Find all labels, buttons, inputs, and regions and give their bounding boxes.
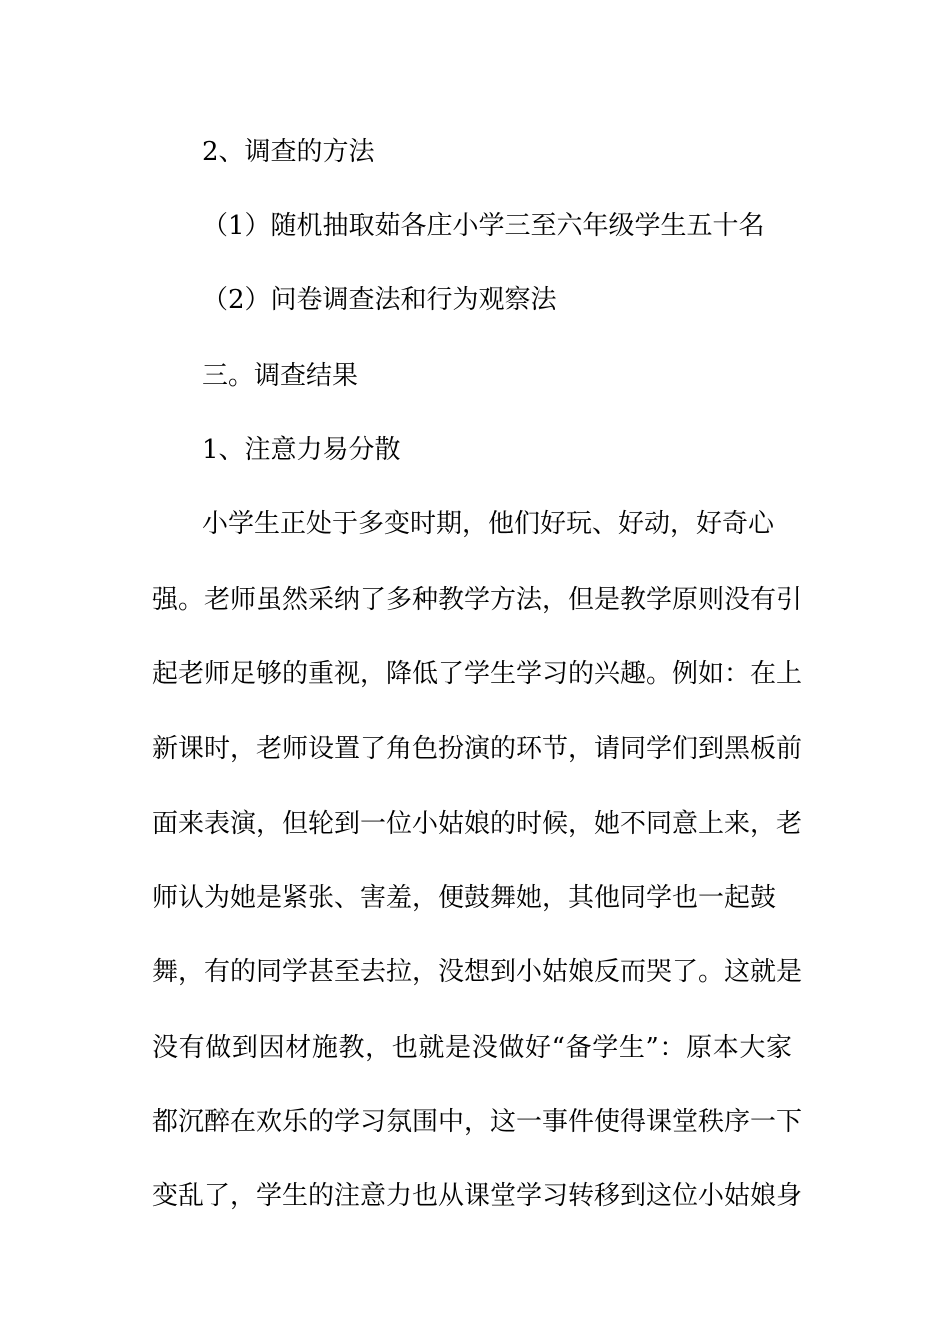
section-heading-methods: 2、调查的方法 xyxy=(202,137,375,167)
method-item-1: （1）随机抽取茹各庄小学三至六年级学生五十名 xyxy=(202,211,765,241)
paragraph-line: 小学生正处于多变时期，他们好玩、好动，好奇心 xyxy=(202,509,775,539)
paragraph-line: 师认为她是紧张、害羞，便鼓舞她，其他同学也一起鼓 xyxy=(152,883,777,913)
paragraph-line: 起老师足够的重视，降低了学生学习的兴趣。例如：在上 xyxy=(152,659,803,689)
paragraph-line: 新课时，老师设置了角色扮演的环节，请同学们到黑板前 xyxy=(152,734,803,764)
paragraph-line: 没有做到因材施教，也就是没做好“备学生”：原本大家 xyxy=(152,1033,792,1063)
section-heading-results: 三。调查结果 xyxy=(202,361,359,391)
paragraph-line: 舞，有的同学甚至去拉，没想到小姑娘反而哭了。这就是 xyxy=(152,957,803,987)
method-item-2: （2）问卷调查法和行为观察法 xyxy=(202,285,557,315)
subheading-attention: 1、注意力易分散 xyxy=(202,435,401,465)
paragraph-line: 都沉醉在欢乐的学习氛围中，这一事件使得课堂秩序一下 xyxy=(152,1107,803,1137)
paragraph-line: 变乱了，学生的注意力也从课堂学习转移到这位小姑娘身 xyxy=(152,1181,803,1211)
paragraph-line: 面来表演，但轮到一位小姑娘的时候，她不同意上来，老 xyxy=(152,809,803,839)
paragraph-line: 强。老师虽然采纳了多种教学方法，但是教学原则没有引 xyxy=(152,585,803,615)
